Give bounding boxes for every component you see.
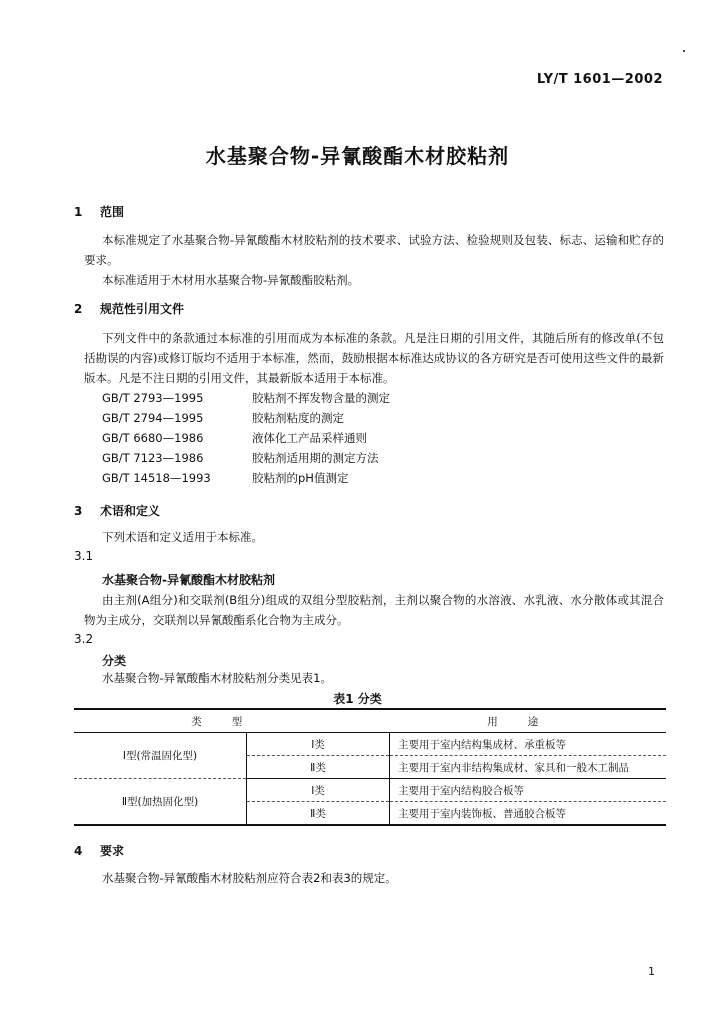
reference-name: 液体化工产品采样通则 xyxy=(252,431,367,445)
reference-code: GB/T 7123—1986 xyxy=(102,451,204,465)
reference-item xyxy=(102,449,379,467)
use-cell: 主要用于室内非结构集成材、家具和一般木工制品 xyxy=(390,756,667,779)
term-heading: 分类 xyxy=(102,654,127,668)
use-cell: 主要用于室内结构胶合板等 xyxy=(390,779,667,802)
section-1-paragraph-2: 本标准适用于木材用水基聚合物-异氰酸酯胶粘剂。 xyxy=(102,273,360,287)
class-cell: Ⅰ类 xyxy=(247,779,390,802)
type-cell: Ⅰ型(常温固化型) xyxy=(74,733,247,779)
class-cell: Ⅱ类 xyxy=(247,756,390,779)
reference-item xyxy=(102,469,348,487)
reference-name: 胶粘剂的pH值测定 xyxy=(252,471,349,485)
table-caption: 表1 分类 xyxy=(333,692,382,706)
type-cell: Ⅱ型(加热固化型) xyxy=(74,779,247,826)
column-header-type: 类型 xyxy=(74,709,390,733)
reference-name: 胶粘剂粘度的测定 xyxy=(252,411,344,425)
section-title: 术语和定义 xyxy=(100,504,161,518)
page-number: 1 xyxy=(648,965,655,978)
standard-code: LY/T 1601—2002 xyxy=(536,72,663,87)
section-4-paragraph-1: 水基聚合物-异氰酸酯木材胶粘剂应符合表2和表3的规定。 xyxy=(102,871,397,885)
column-header-use: 用途 xyxy=(390,709,667,733)
section-3-paragraph-1: 下列术语和定义适用于本标准。 xyxy=(102,530,263,544)
class-cell: Ⅰ类 xyxy=(247,733,390,756)
section-number: 2 xyxy=(74,302,83,316)
reference-code: GB/T 2793—1995 xyxy=(102,391,204,405)
section-title: 要求 xyxy=(100,844,125,858)
section-title: 规范性引用文件 xyxy=(100,302,185,316)
reference-item xyxy=(102,389,390,407)
class-cell: Ⅱ类 xyxy=(247,802,390,826)
section-number: 1 xyxy=(74,205,83,219)
clause-number: 3.2 xyxy=(74,632,94,646)
section-1-heading xyxy=(74,203,124,220)
reference-code: GB/T 14518—1993 xyxy=(102,471,211,485)
reference-code: GB/T 6680—1986 xyxy=(102,431,204,445)
scan-mark xyxy=(683,50,685,52)
term-definition: 水基聚合物-异氰酸酯木材胶粘剂分类见表1。 xyxy=(102,671,332,685)
reference-code: GB/T 2794—1995 xyxy=(102,411,204,425)
section-2-paragraph-1: 下列文件中的条款通过本标准的引用而成为本标准的条款。凡是注日期的引用文件，其随后所有的修改单(不包括勘误的内容)或修订版均不适用于本标准，然而，鼓励根据本标准达成协议的各方研究是否可使用这些文件的最新版本。凡是不注日期的引用文件，其最新版本适用于本标准。 xyxy=(84,331,664,385)
reference-item xyxy=(102,429,367,447)
section-number: 3 xyxy=(74,504,83,518)
table-header-row xyxy=(74,709,666,733)
section-3-heading xyxy=(74,502,160,519)
section-4-heading xyxy=(74,842,124,859)
table-row xyxy=(74,779,666,802)
reference-item xyxy=(102,409,344,427)
document-title: 水基聚合物-异氰酸酯木材胶粘剂 xyxy=(205,144,510,168)
use-cell: 主要用于室内结构集成材、承重板等 xyxy=(390,733,667,756)
section-1-paragraph-1: 本标准规定了水基聚合物-异氰酸酯木材胶粘剂的技术要求、试验方法、检验规则及包装、标志、运输和贮存的要求。 xyxy=(84,233,664,267)
section-2-heading xyxy=(74,300,184,317)
classification-table xyxy=(74,708,666,826)
section-number: 4 xyxy=(74,844,83,858)
clause-number: 3.1 xyxy=(74,549,94,563)
term-definition: 由主剂(A组分)和交联剂(B组分)组成的双组分型胶粘剂，主剂以聚合物的水溶液、水乳液、水分散体或其混合物为主成分，交联剂以异氰酸酯系化合物为主成分。 xyxy=(84,593,664,627)
use-cell: 主要用于室内装饰板、普通胶合板等 xyxy=(390,802,667,826)
reference-name: 胶粘剂不挥发物含量的测定 xyxy=(252,391,390,405)
section-title: 范围 xyxy=(100,205,125,219)
table-row xyxy=(74,733,666,756)
reference-name: 胶粘剂适用期的测定方法 xyxy=(252,451,379,465)
term-heading: 水基聚合物-异氰酸酯木材胶粘剂 xyxy=(102,573,275,587)
